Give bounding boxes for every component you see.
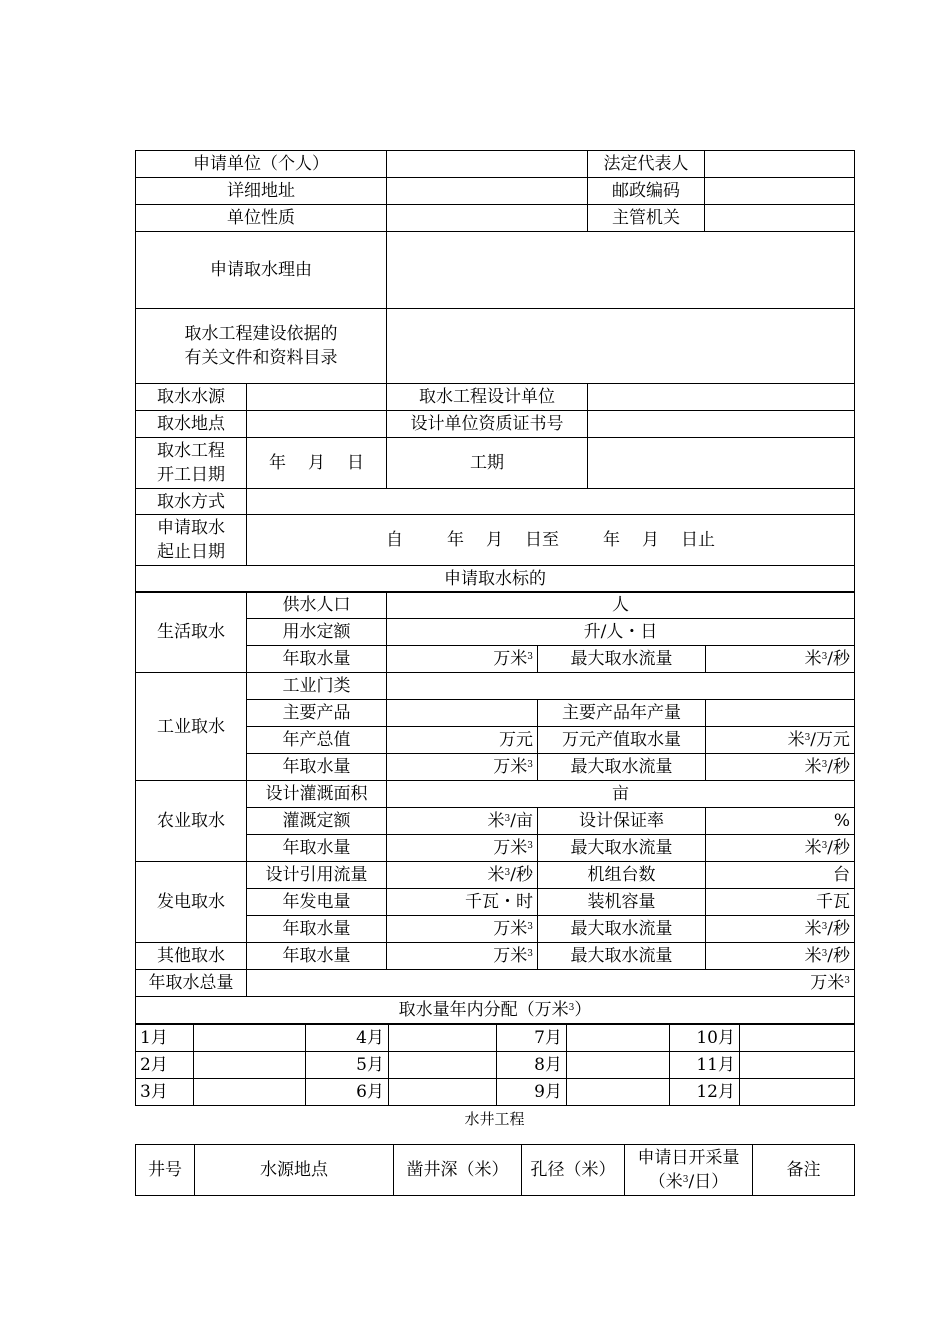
industry-annual-field[interactable]: 万米$^3$ <box>387 754 538 781</box>
industry-per-value-label: 万元产值取水量 <box>538 727 706 754</box>
range-from: 自 <box>386 530 403 550</box>
month-field[interactable] <box>740 1025 855 1052</box>
method-field[interactable] <box>247 489 855 515</box>
living-max-label: 最大取水流量 <box>538 646 706 673</box>
authority-field[interactable] <box>705 205 855 232</box>
agriculture-max-field[interactable]: 米$^3$/秒 <box>706 835 855 862</box>
reason-label: 申请取水理由 <box>136 232 387 309</box>
applicant-field[interactable] <box>387 151 588 178</box>
design-unit-label: 取水工程设计单位 <box>387 384 588 411</box>
power-label: 发电取水 <box>136 862 247 943</box>
month-label: 9月 <box>497 1079 567 1106</box>
distribution-title: 取水量年内分配（万米$^3$） <box>136 997 855 1024</box>
month-label: 1月 <box>136 1025 194 1052</box>
month-field[interactable] <box>389 1052 497 1079</box>
power-design-flow-label: 设计引用流量 <box>247 862 387 889</box>
range-end: 日止 <box>681 530 715 550</box>
other-annual-label: 年取水量 <box>247 943 387 970</box>
design-unit-field[interactable] <box>588 384 855 411</box>
agriculture-annual-field[interactable]: 万米$^3$ <box>387 835 538 862</box>
month-field[interactable] <box>567 1079 670 1106</box>
start-date-label <box>136 438 247 489</box>
industry-max-label: 最大取水流量 <box>538 754 706 781</box>
other-annual-field[interactable]: 万米$^3$ <box>387 943 538 970</box>
range-field[interactable] <box>247 515 855 566</box>
cert-field[interactable] <box>588 411 855 438</box>
living-quota-field[interactable]: 升/人・日 <box>387 619 855 646</box>
range-label-line2: 起止日期 <box>157 542 225 562</box>
power-design-flow-field[interactable]: 米$^3$/秒 <box>387 862 538 889</box>
month-label: 7月 <box>497 1025 567 1052</box>
basis-label-line1: 取水工程建设依据的 <box>184 324 338 344</box>
month-label: 8月 <box>497 1052 567 1079</box>
month-field[interactable] <box>740 1079 855 1106</box>
power-units-label: 机组台数 <box>538 862 706 889</box>
industry-max-field[interactable]: 米$^3$/秒 <box>706 754 855 781</box>
total-field[interactable]: 万米$^3$ <box>247 970 855 997</box>
start-label-line1: 取水工程 <box>157 441 225 461</box>
industry-output-value-field[interactable]: 万元 <box>387 727 538 754</box>
industry-annual-label: 年取水量 <box>247 754 387 781</box>
agriculture-quota-label: 灌溉定额 <box>247 808 387 835</box>
wells-col-daily-line1: 申请日开采量 <box>637 1148 740 1168</box>
basis-label-line2: 有关文件和资料目录 <box>184 348 338 368</box>
power-annual-label: 年取水量 <box>247 916 387 943</box>
unit-nature-field[interactable] <box>387 205 588 232</box>
living-quota-label: 用水定额 <box>247 619 387 646</box>
power-annual-field[interactable]: 万米$^3$ <box>387 916 538 943</box>
wells-caption: 水井工程 <box>464 1110 525 1128</box>
month-field[interactable] <box>567 1052 670 1079</box>
total-label: 年取水总量 <box>136 970 247 997</box>
location-label: 取水地点 <box>136 411 247 438</box>
power-max-field[interactable]: 米$^3$/秒 <box>706 916 855 943</box>
target-title: 申请取水标的 <box>136 566 855 593</box>
month-label: 10月 <box>670 1025 740 1052</box>
living-max-field[interactable]: 米$^3$/秒 <box>706 646 855 673</box>
range-label-line1: 申请取水 <box>157 518 225 538</box>
month-field[interactable] <box>194 1079 306 1106</box>
month-field[interactable] <box>194 1025 306 1052</box>
wells-table <box>135 1144 855 1196</box>
month-field[interactable] <box>567 1025 670 1052</box>
agriculture-area-field[interactable]: 亩 <box>387 781 855 808</box>
living-population-label: 供水人口 <box>247 592 387 619</box>
living-annual-field[interactable]: 万米$^3$ <box>387 646 538 673</box>
industry-category-label: 工业门类 <box>247 673 387 700</box>
month-label: 2月 <box>136 1052 194 1079</box>
legal-rep-label: 法定代表人 <box>588 151 705 178</box>
industry-product-field[interactable] <box>387 700 538 727</box>
source-info-table <box>135 383 855 593</box>
unit-nature-label: 单位性质 <box>136 205 387 232</box>
month-label: 5月 <box>306 1052 389 1079</box>
power-generation-field[interactable]: 千瓦・时 <box>387 889 538 916</box>
address-label: 详细地址 <box>136 178 387 205</box>
living-annual-label: 年取水量 <box>247 646 387 673</box>
agriculture-label: 农业取水 <box>136 781 247 862</box>
start-month: 月 <box>308 453 325 473</box>
month-field[interactable] <box>389 1079 497 1106</box>
wells-col-no: 井号 <box>136 1145 195 1196</box>
source-field[interactable] <box>247 384 387 411</box>
month-field[interactable] <box>389 1025 497 1052</box>
month-label: 3月 <box>136 1079 194 1106</box>
other-max-label: 最大取水流量 <box>538 943 706 970</box>
start-label-line2: 开工日期 <box>157 465 225 485</box>
range-year-1: 年 <box>447 530 464 550</box>
month-field[interactable] <box>740 1052 855 1079</box>
cert-label: 设计单位资质证书号 <box>387 411 588 438</box>
agriculture-annual-label: 年取水量 <box>247 835 387 862</box>
location-field[interactable] <box>247 411 387 438</box>
start-date-field[interactable] <box>247 438 387 489</box>
agriculture-guarantee-field[interactable]: % <box>706 808 855 835</box>
period-label: 工期 <box>387 438 588 489</box>
wells-col-daily-line2: （米$^3$/日） <box>648 1172 729 1192</box>
wells-col-location: 水源地点 <box>195 1145 394 1196</box>
month-label: 4月 <box>306 1025 389 1052</box>
start-year: 年 <box>269 453 286 473</box>
wells-col-depth: 凿井深（米） <box>394 1145 522 1196</box>
basis-field[interactable] <box>387 309 855 384</box>
authority-label: 主管机关 <box>588 205 705 232</box>
other-label: 其他取水 <box>136 943 247 970</box>
method-label: 取水方式 <box>136 489 247 515</box>
other-max-field[interactable]: 米$^3$/秒 <box>706 943 855 970</box>
address-field[interactable] <box>387 178 588 205</box>
industry-product-output-label: 主要产品年产量 <box>538 700 706 727</box>
source-label: 取水水源 <box>136 384 247 411</box>
applicant-info-table <box>135 150 855 384</box>
month-label: 12月 <box>670 1079 740 1106</box>
range-label <box>136 515 247 566</box>
reason-field[interactable] <box>387 232 855 309</box>
period-field[interactable] <box>588 438 855 489</box>
industry-category-field[interactable] <box>387 673 855 700</box>
power-capacity-field[interactable]: 千瓦 <box>706 889 855 916</box>
start-day: 日 <box>347 453 364 473</box>
industry-product-label: 主要产品 <box>247 700 387 727</box>
power-generation-label: 年发电量 <box>247 889 387 916</box>
power-capacity-label: 装机容量 <box>538 889 706 916</box>
month-label: 6月 <box>306 1079 389 1106</box>
range-month-2: 月 <box>642 530 659 550</box>
range-year-2: 年 <box>603 530 620 550</box>
wells-col-note: 备注 <box>753 1145 855 1196</box>
postcode-label: 邮政编码 <box>588 178 705 205</box>
monthly-distribution-table <box>135 1024 855 1106</box>
industry-label: 工业取水 <box>136 673 247 781</box>
range-to: 日至 <box>525 530 559 550</box>
power-units-field[interactable]: 台 <box>706 862 855 889</box>
industry-product-output-field[interactable] <box>706 700 855 727</box>
month-field[interactable] <box>194 1052 306 1079</box>
agriculture-quota-field[interactable]: 米$^3$/亩 <box>387 808 538 835</box>
wells-col-diameter: 孔径（米） <box>522 1145 625 1196</box>
wells-col-daily <box>625 1145 753 1196</box>
range-month-1: 月 <box>486 530 503 550</box>
basis-label <box>136 309 387 384</box>
agriculture-max-label: 最大取水流量 <box>538 835 706 862</box>
power-max-label: 最大取水流量 <box>538 916 706 943</box>
postcode-field[interactable] <box>705 178 855 205</box>
living-population-field[interactable]: 人 <box>387 592 855 619</box>
legal-rep-field[interactable] <box>705 151 855 178</box>
applicant-label: 申请单位（个人） <box>136 151 387 178</box>
industry-output-value-label: 年产总值 <box>247 727 387 754</box>
industry-per-value-field[interactable]: 米$^3$/万元 <box>706 727 855 754</box>
living-label: 生活取水 <box>136 592 247 673</box>
withdrawal-targets-table <box>135 591 855 1024</box>
agriculture-guarantee-label: 设计保证率 <box>538 808 706 835</box>
month-label: 11月 <box>670 1052 740 1079</box>
agriculture-area-label: 设计灌溉面积 <box>247 781 387 808</box>
